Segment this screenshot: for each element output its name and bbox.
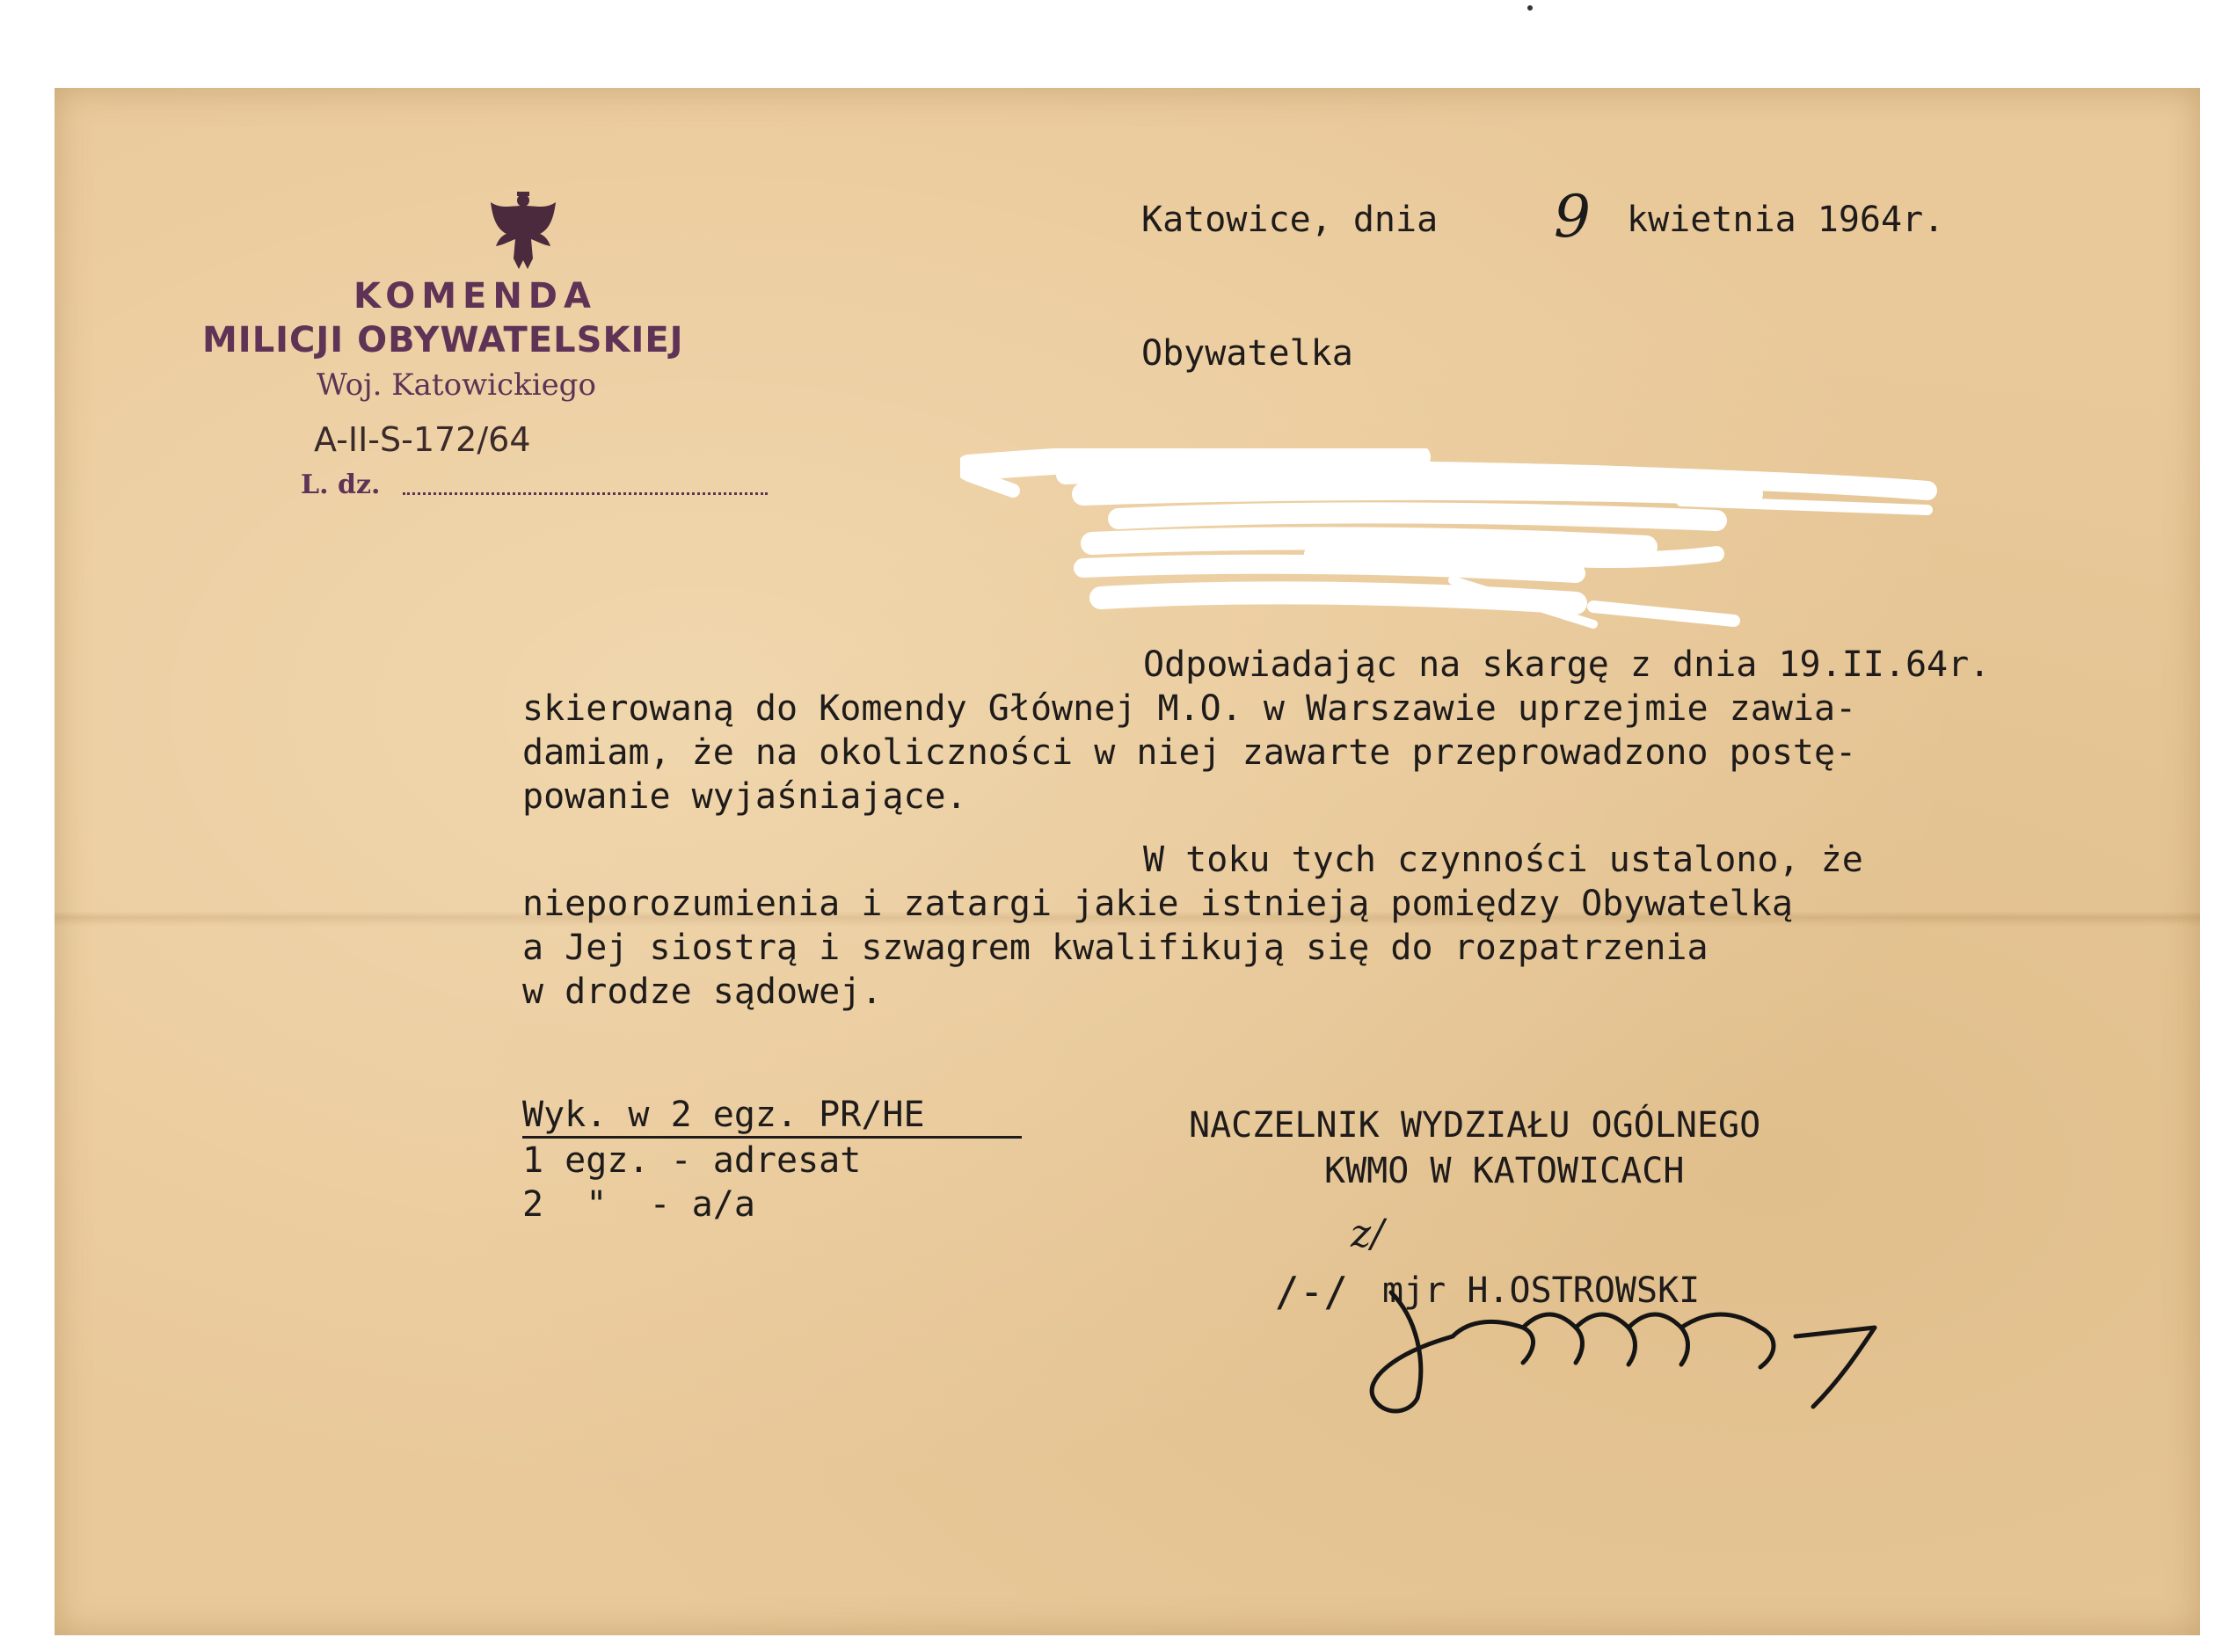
ldz-label: L. dz. [301,469,381,500]
body-p2-line4: w drodze sądowej. [522,972,883,1012]
body-p1-line2: skierowaną do Komendy Głównej M.O. w Warszawie uprzejmie zawia- [522,688,1857,729]
ldz-dotted-line [403,492,768,495]
date-day-handwritten: 9 [1554,183,1591,251]
body-p2-line2: nieporozumienia i zatargi jakie istnieją pomiędzy Obywatelką [522,884,1793,924]
letterhead-komenda: KOMENDA [353,276,597,317]
date-prefix: Katowice, dnia [1141,200,1439,240]
speck-top-right [1527,5,1533,11]
addressee-line1: Obywatelka [1141,333,1353,374]
copies-line1: Wyk. w 2 egz. PR/HE [522,1095,925,1135]
body-p1-line1: Odpowiadając na skargę z dnia 19.II.64r. [1143,644,1991,685]
body-p1-line3: damiam, że na okoliczności w niej zawarte przeprowadzono postę- [522,732,1857,773]
redaction-mark [960,448,1945,633]
signatory-title2: KWMO W KATOWICACH [1324,1151,1685,1191]
letterhead-voivodeship: Woj. Katowickiego [317,368,596,403]
copies-line3: 2 " - a/a [522,1184,755,1225]
body-p2-line1: W toku tych czynności ustalono, że [1143,840,1863,880]
signatory-name: mjr H.OSTROWSKI [1382,1270,1701,1311]
signatory-note-handwritten: z/ [1351,1212,1385,1256]
reference-number: A-II-S-172/64 [314,420,531,459]
eagle-emblem-icon [484,190,563,271]
letter-paper [55,88,2200,1635]
signatory-title1: NACZELNIK WYDZIAŁU OGÓLNEGO [1189,1105,1761,1146]
copies-line2: 1 egz. - adresat [522,1140,862,1181]
signatory-mark: /-/ [1275,1268,1349,1315]
date-suffix: kwietnia 1964r. [1627,200,1945,240]
body-p2-line3: a Jej siostrą i szwagrem kwalifikują się do rozpatrzenia [522,928,1709,968]
letterhead-milicji: MILICJI OBYWATELSKIEJ [202,320,684,360]
copies-underline [522,1136,1022,1139]
body-p1-line4: powanie wyjaśniające. [522,776,967,817]
handwritten-signature [1321,1266,1936,1424]
